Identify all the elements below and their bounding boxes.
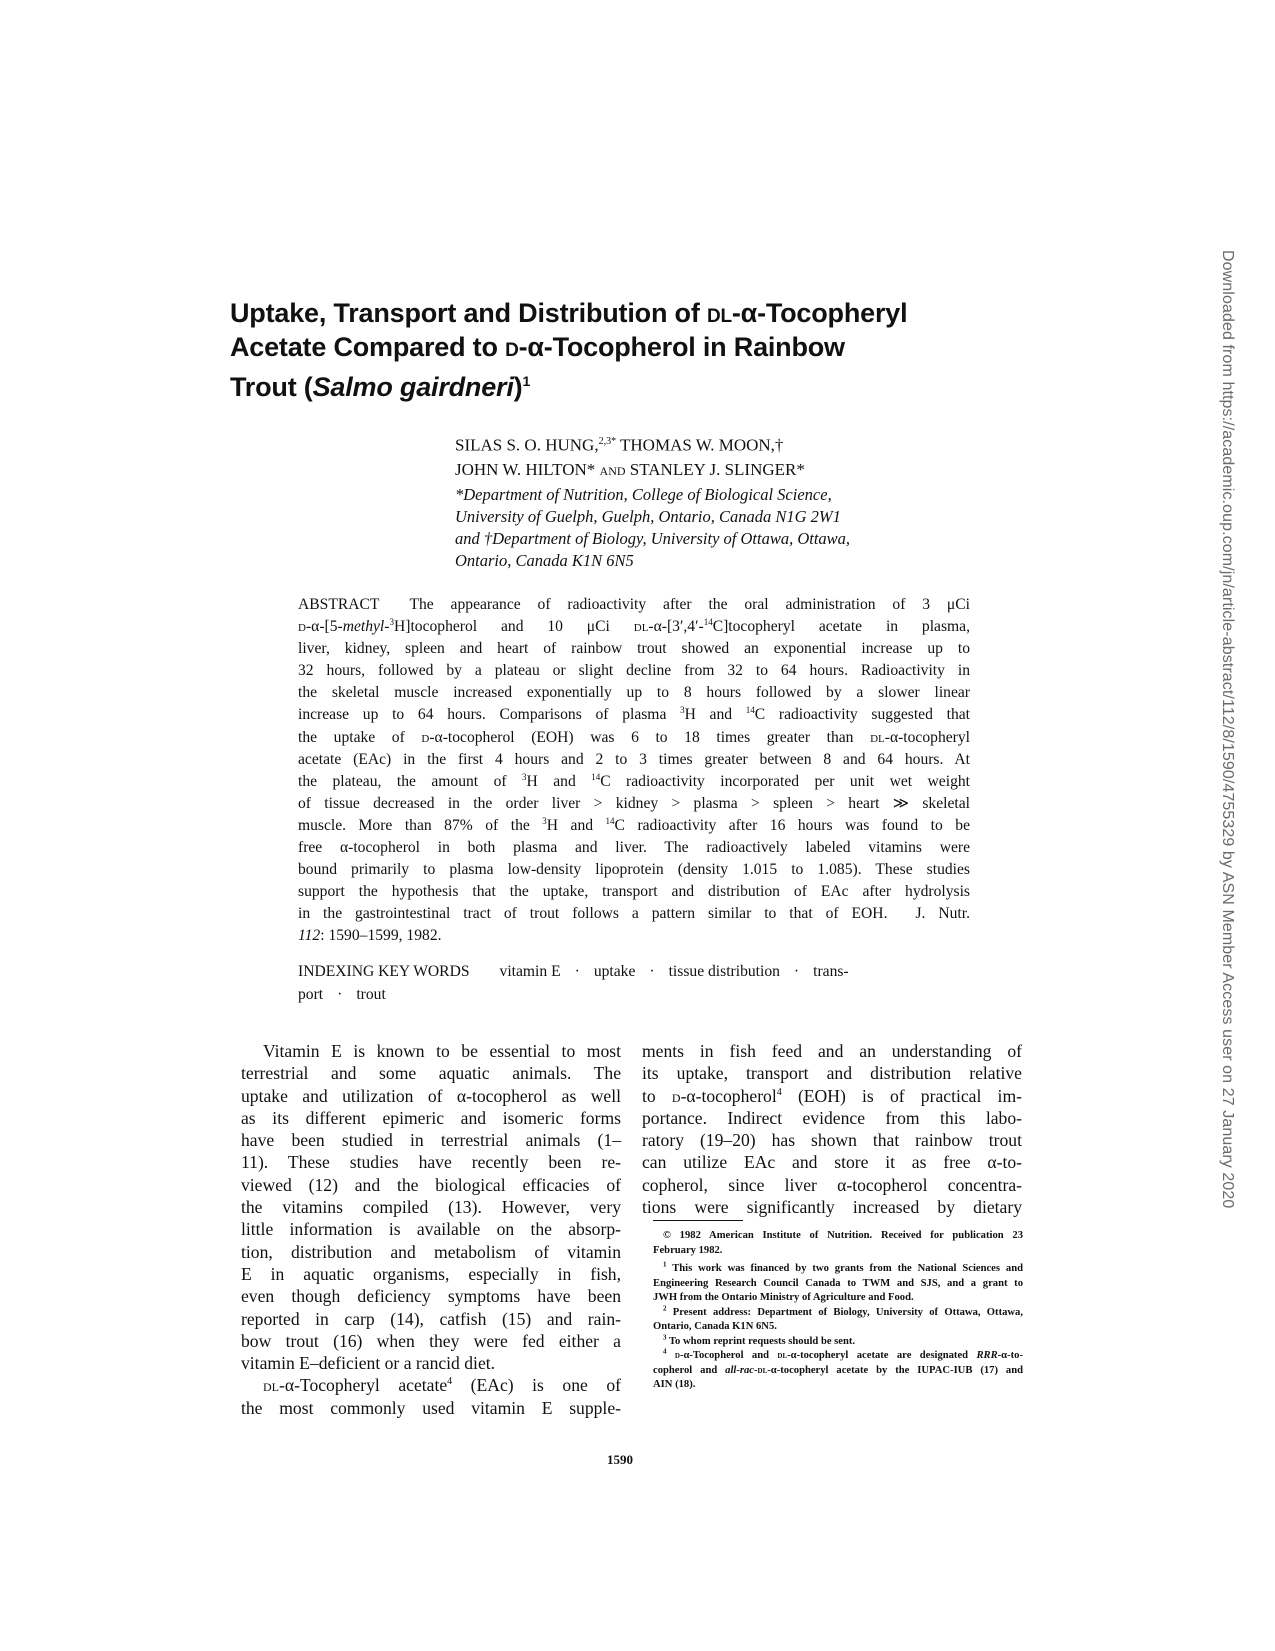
footnote: $^3$ To whom reprint requests should be sent. [663,1332,856,1347]
body-line: copherol, since liver α-tocopherol concentra- [642,1174,1022,1195]
abstract-line: liver, kidney, spleen and heart of rainbow trout showed an exponential increase up to [298,640,970,658]
abstract-line: bound primarily to plasma low-density lipoprotein (density 1.015 to 1.085). These studies [298,861,970,879]
body-line: bow trout (16) when they were fed either a [241,1330,621,1351]
body-line: even though deficiency symptoms have been [241,1286,621,1307]
keywords-line-1: INDEXING KEY WORDS vitamin E · uptake · tissue distribution · trans- [298,963,849,980]
abstract-line: muscle. More than 87% of the $^3$H and $^{14}$C radioactivity after 16 hours was found to be [298,815,970,834]
footnote-divider [653,1220,743,1221]
affiliation-line: and †Department of Biology, University of Ottawa, Ottawa, [455,529,851,548]
footnote: AIN (18). [653,1379,696,1390]
keyword: tissue distribution [668,963,780,980]
body-line: tions were significantly increased by dietary [642,1197,1022,1218]
abstract-line: the skeletal muscle increased exponentially up to 8 hours followed by a slower linear [298,684,970,702]
abstract [298,594,970,948]
title-line-3: Trout (Salmo gairdneri)$^1$ [230,372,531,402]
author-line-1: SILAS S. O. HUNG,$^{2,3*}$ THOMAS W. MOON,† [455,435,784,455]
footnote: $^2$ Present address: Department of Biology, University of Ottawa, Ottawa, [663,1303,1023,1318]
title-line-1: Uptake, Transport and Distribution of dl-α-Tocopheryl [230,298,908,328]
body-line: E in aquatic organisms, especially in fish, [241,1263,621,1284]
abstract-label: ABSTRACT [298,596,380,613]
abstract-line: support the hypothesis that the uptake, transport and distribution of EAc after hydrolysis [298,883,970,901]
body-line: reported in carp (14), catfish (15) and rain- [241,1308,621,1329]
abstract-line: the plateau, the amount of $^3$H and $^{14}$C radioactivity incorporated per unit wet weight [298,771,970,790]
footnote: copherol and all-rac-dl-α-tocopheryl acetate by the IUPAC-IUB (17) and [653,1364,1023,1376]
journal-citation: J. Nutr. [915,905,970,923]
footnote: $^1$ This work was financed by two grants from the National Sciences and [663,1260,1023,1274]
copyright-note: February 1982. [653,1244,723,1256]
abstract-line: the uptake of d-α-tocopherol (EOH) was 6 to 18 times greater than dl-α-tocopheryl [298,728,970,746]
abstract-line: increase up to 64 hours. Comparisons of plasma $^3$H and $^{14}$C radioactivity suggested that [298,705,970,724]
body-line: to d-α-tocopherol$^4$ (EOH) is of practical im- [642,1085,1022,1106]
download-watermark: Downloaded from https://academic.oup.com/jn/article-abstract/112/8/1590/4755329 by ASN Member Access user on 27 January 2020 [1219,250,1236,1209]
author-line-2: JOHN W. HILTON* and STANLEY J. SLINGER* [455,459,805,479]
abstract-line: 112: 1590–1599, 1982. [298,927,442,945]
body-line: tion, distribution and metabolism of vitamin [241,1241,621,1262]
abstract-line: free α-tocopherol in both plasma and liver. The radioactively labeled vitamins were [298,839,970,857]
keyword: trans- [813,963,849,980]
page-number: 1590 [607,1452,633,1467]
body-line: dl-α-Tocopheryl acetate$^4$ (EAc) is one of [263,1375,621,1396]
body-line: the most commonly used vitamin E supple- [241,1397,621,1418]
footnote: JWH from the Ontario Ministry of Agriculture and Food. [653,1292,914,1303]
body-line: vitamin E–deficient or a rancid diet. [241,1353,496,1374]
keywords-label: INDEXING KEY WORDS [298,963,470,980]
body-line: viewed (12) and the biological efficacies of [241,1174,621,1195]
keyword: uptake [593,963,636,980]
body-line: little information is available on the absorp- [241,1219,621,1240]
keywords-line-2: port · trout [298,986,386,1003]
footnote: Engineering Research Council Canada to TWM and SJS, and a grant to [653,1277,1023,1289]
author-list [455,430,805,482]
affiliations [455,484,850,572]
affiliation-line: University of Guelph, Guelph, Ontario, Canada N1G 2W1 [455,507,841,526]
body-line: Vitamin E is known to be essential to most [263,1041,621,1061]
body-column-left [241,1040,621,1419]
footnote: Ontario, Canada K1N 6N5. [653,1321,777,1332]
body-line: portance. Indirect evidence from this labo- [642,1107,1022,1128]
body-line: as its different epimeric and isomeric forms [241,1107,621,1128]
footnote: $^4$ d-α-Tocopherol and dl-α-tocopheryl acetate are designated RRR-α-to- [663,1347,1023,1361]
indexing-key-words [298,960,970,1006]
abstract-line: ABSTRACT The appearance of radioactivity after the oral administration of 3 μCi [298,596,970,613]
affiliation-line: Ontario, Canada K1N 6N5 [455,551,634,570]
title-line-2: Acetate Compared to d-α-Tocopherol in Rainbow [230,332,845,362]
body-line: 11). These studies have recently been re- [241,1152,621,1173]
abstract-line: acetate (EAc) in the first 4 hours and 2 to 3 times greater between 8 and 64 hours. At [298,750,970,768]
keyword: vitamin E [499,963,561,980]
footnotes [653,1229,1023,1393]
body-line: can utilize EAc and store it as free α-to- [642,1152,1022,1173]
body-column-right [642,1040,1022,1218]
abstract-line: 32 hours, followed by a plateau or slight decline from 32 to 64 hours. Radioactivity in [298,662,970,680]
body-line: ments in fish feed and an understanding of [642,1041,1022,1061]
affiliation-line: *Department of Nutrition, College of Biological Science, [455,485,832,504]
copyright-note: © 1982 American Institute of Nutrition. Received for publication 23 [663,1230,1023,1241]
body-line: uptake and utilization of α-tocopherol as well [241,1085,621,1106]
body-line: the vitamins compiled (13). However, very [241,1197,621,1218]
body-line: have been studied in terrestrial animals (1– [241,1130,621,1151]
body-line: its uptake, transport and distribution relative [642,1063,1022,1084]
keyword: trout [356,986,386,1003]
abstract-line: of tissue decreased in the order liver > kidney > plasma > spleen > heart ≫ skeletal [298,794,970,812]
keyword: port [298,986,324,1003]
article-title [230,296,990,404]
body-line: ratory (19–20) has shown that rainbow trout [642,1130,1022,1151]
abstract-line: d-α-[5-methyl-$^3$H]tocopherol and 10 μCi dl-α-[3′,4′-$^{14}$C]tocopheryl acetate in plasma, [298,616,970,636]
abstract-line: in the gastrointestinal tract of trout follows a pattern similar to that of EOH. J. Nutr. [298,905,970,923]
body-line: terrestrial and some aquatic animals. The [241,1063,621,1084]
footnote-ref: 1 [522,373,531,389]
